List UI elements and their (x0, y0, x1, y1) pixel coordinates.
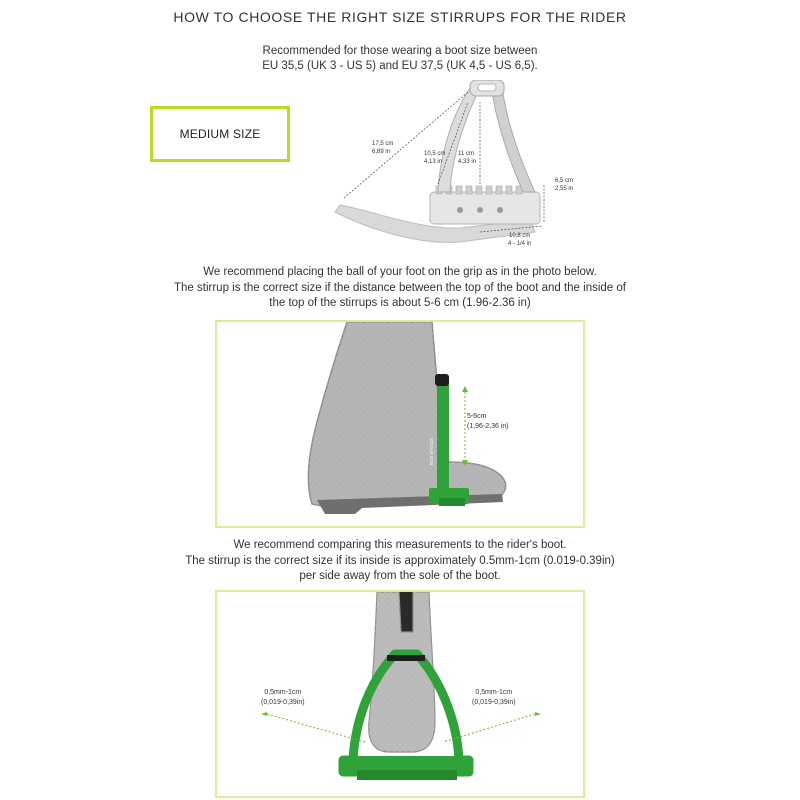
tread-bolt (477, 207, 483, 213)
instruction-line: The stirrup is the correct size if the distance between the top of the boot and the inside of (174, 281, 626, 294)
size-badge-label: MEDIUM SIZE (179, 127, 261, 141)
dim-in: 4 - 1/4 in (508, 241, 532, 247)
green-stirrup-top (435, 374, 449, 386)
stirrup-brand-text: tech stirrups (429, 438, 435, 466)
instruction-line: per side away from the sole of the boot. (299, 570, 501, 582)
stirrup-eye-slot (478, 84, 496, 91)
foot-placement-instructions (130, 265, 670, 312)
green-stirrup-tread-front (347, 756, 467, 770)
dim-label-inner-height (458, 150, 476, 166)
instruction-line: The stirrup is the correct size if its inside is approximately 0.5mm-1cm (0.019-0.39in) (185, 554, 615, 567)
dim-cm: 6,5 cm (555, 178, 574, 184)
left-gap-cm: 0,5mm-1cm (264, 689, 302, 696)
gap-measurement-label (467, 412, 509, 432)
dim-label-tread-width (508, 232, 531, 248)
boot-side-photo (215, 320, 585, 528)
left-gap-in: (0,019-0,39in) (261, 699, 305, 706)
instruction-line: the top of the stirrups is about 5-6 cm (1.96-2.36 in) (269, 297, 531, 309)
tread-bolt (457, 207, 463, 213)
right-gap-label (472, 688, 516, 708)
gap-measurement-cm: 5-6cm (467, 413, 487, 420)
dim-label-tread-depth (555, 177, 573, 193)
dim-in: 4,33 in (458, 159, 477, 165)
dim-in: 4,13 in (424, 159, 443, 165)
dim-cm: 10,8 cm (509, 233, 531, 239)
instruction-line: We recommend placing the ball of your foot on the grip as in the photo below. (203, 266, 597, 278)
dim-label-branch (424, 150, 445, 166)
gap-measurement-in: (1,96-2,36 in) (467, 423, 509, 430)
dim-cm: 17,5 cm (372, 141, 394, 147)
width-measurement-instructions (130, 538, 670, 585)
size-badge (150, 106, 290, 162)
right-gap-in: (0,019-0,39in) (472, 699, 516, 706)
instruction-line: We recommend comparing this measurements to the rider's boot. (233, 539, 567, 551)
left-gap-label (261, 688, 305, 708)
boot-side-illustration (217, 322, 583, 526)
right-gap-cm: 0,5mm-1cm (475, 689, 513, 696)
boot-front-photo (215, 590, 585, 798)
dim-in: 2,55 in (555, 186, 574, 192)
dim-cm: 10,5 cm (424, 151, 446, 157)
boot-size-line-1: Recommended for those wearing a boot size between (262, 45, 538, 57)
page-title: HOW TO CHOOSE THE RIGHT SIZE STIRRUPS FOR THE RIDER (173, 9, 627, 25)
dim-in: 6,89 in (372, 149, 391, 155)
stirrup-branch-right (480, 86, 535, 192)
boot-size-recommendation (150, 44, 650, 74)
stirrup-tread (430, 192, 540, 224)
stirrup-branch-left (438, 88, 480, 192)
tread-bolt (497, 207, 503, 213)
dim-label-height-total (372, 140, 393, 156)
dim-cm: 11 cm (458, 151, 474, 157)
boot-size-line-2: EU 35,5 (UK 3 - US 5) and EU 37,5 (UK 4,5 - US 6,5). (262, 60, 538, 72)
stirrup-dimension-diagram (330, 80, 580, 250)
